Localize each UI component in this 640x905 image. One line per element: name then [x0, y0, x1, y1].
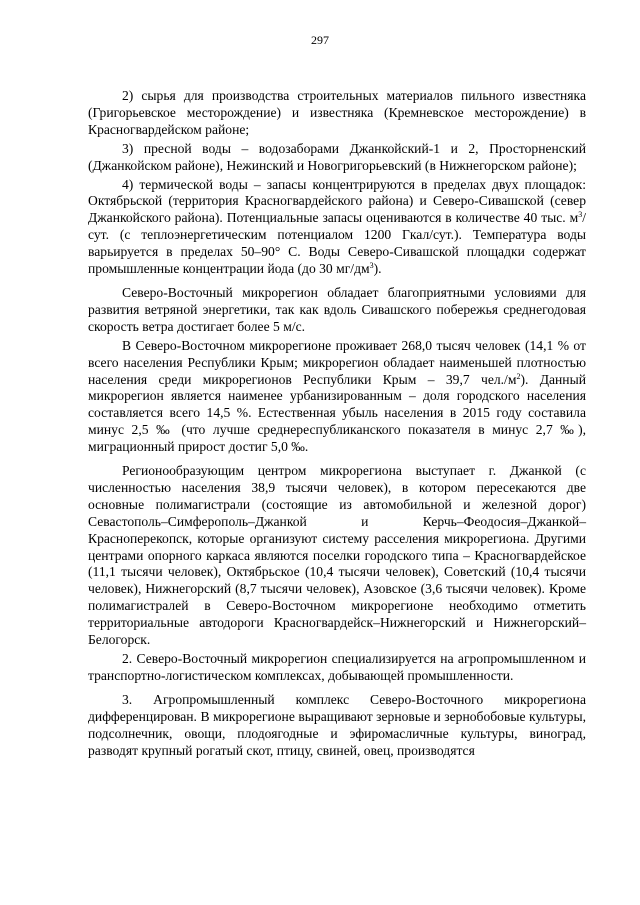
- document-body: [88, 88, 586, 759]
- paragraph-thermal-water: [88, 177, 586, 278]
- paragraph-fresh-water: 3) пресной воды – водозаборами Джанкойский-1 и 2, Просторненский (Джанкойском районе), Нежинский и Новогригорьевский (в Нижнегорском районе);: [88, 140, 586, 173]
- cubic-superscript: 3: [578, 210, 583, 220]
- thermal-water-text-part-1: 4) термической воды – запасы концентрируются в пределах двух площадок: Октябрьской (территория Красногвардейского района) и Северо-Сивашской (север Джанкойского района). Потенциальные запасы оцениваются в количестве 40 тыс. м: [88, 176, 586, 226]
- paragraph-population: [88, 338, 586, 456]
- paragraph-limestone-raw-materials: 2) сырья для производства строительных материалов пильного известняка (Григорьевское месторождение) и известняка (Кремневское месторождение) в Красногвардейском районе;: [88, 88, 586, 137]
- population-text-part-1: В Северо-Восточном микрорегионе проживает 268,0 тысяч человек (14,1 % от всего населения Республики Крым; микрорегион обладает наименьшей плотностью населения среди микрорегионов Республики Крым – 39,7 чел./м: [88, 337, 586, 387]
- thermal-water-text-part-3: ).: [373, 261, 382, 277]
- square-superscript: 2: [516, 371, 521, 381]
- paragraph-settlement-system: Регионообразующим центром микрорегиона выступает г. Джанкой (с численностью населения 38,9 тысячи человек), в котором пересекаются две основные полимагистрали (состоящие из автомобильной и железной дорог) Севастополь–Симферополь–Джанкой и Керчь–Феодосия–Джанкой–Красноперекопск, которые организуют систему расселения микрорегиона. Другими центрами опорного каркаса являются поселки городского типа – Красногвардейское (11,1 тысячи человек), Октябрьское (10,4 тысячи человек), Советский (10,4 тысячи человек), Нижнегорский (8,7 тысячи человек), Азовское (3,6 тысячи человек). Кроме полимагистралей в Северо-Восточном микрорегионе необходимо отметить территориальные автодороги Красногвардейск–Нижнегорский и Нижнегорский–Белогорск.: [88, 463, 586, 648]
- page-number: 297: [311, 33, 329, 47]
- paragraph-wind-energy: Северо-Восточный микрорегион обладает благоприятными условиями для развития ветряной энергетики, так как вдоль Сивашского побережья среднегодовая скорость ветра достигает более 5 м/с.: [88, 284, 586, 334]
- thermal-water-text-part-2: /сут. (с теплоэнергетическим потенциалом 1200 Гкал/сут.). Температура воды варьируется в пределах 50–90° С. Воды Северо-Сивашской площадки содержат промышленные концентрации йода (до 30 мг/дм: [88, 210, 586, 277]
- paragraph-agro-complex: 3. Агропромышленный комплекс Северо-Восточного микрорегиона дифференцирован. В микрорегионе выращивают зерновые и зернобобовые культуры, подсолнечник, овощи, плодоягодные и эфиромасличные культуры, виноград, разводят крупный рогатый скот, птицу, свиней, овец, производятся: [88, 691, 586, 758]
- paragraph-specialization: 2. Северо-Восточный микрорегион специализируется на агропромышленном и транспортно-логистическом комплексах, добывающей промышленности.: [88, 651, 586, 683]
- cubic-superscript: 3: [369, 261, 374, 271]
- population-text-part-2: ). Данный микрорегион является наименее урбанизированным – доля городского населения составляется всего 14,5 %. Естественная убыль населения в 2015 году составила минус 2,5 ‰ (что лучше среднереспубликанского показателя в минус 2,7 ‰), миграционный прирост достиг 5,0 ‰.: [88, 371, 586, 455]
